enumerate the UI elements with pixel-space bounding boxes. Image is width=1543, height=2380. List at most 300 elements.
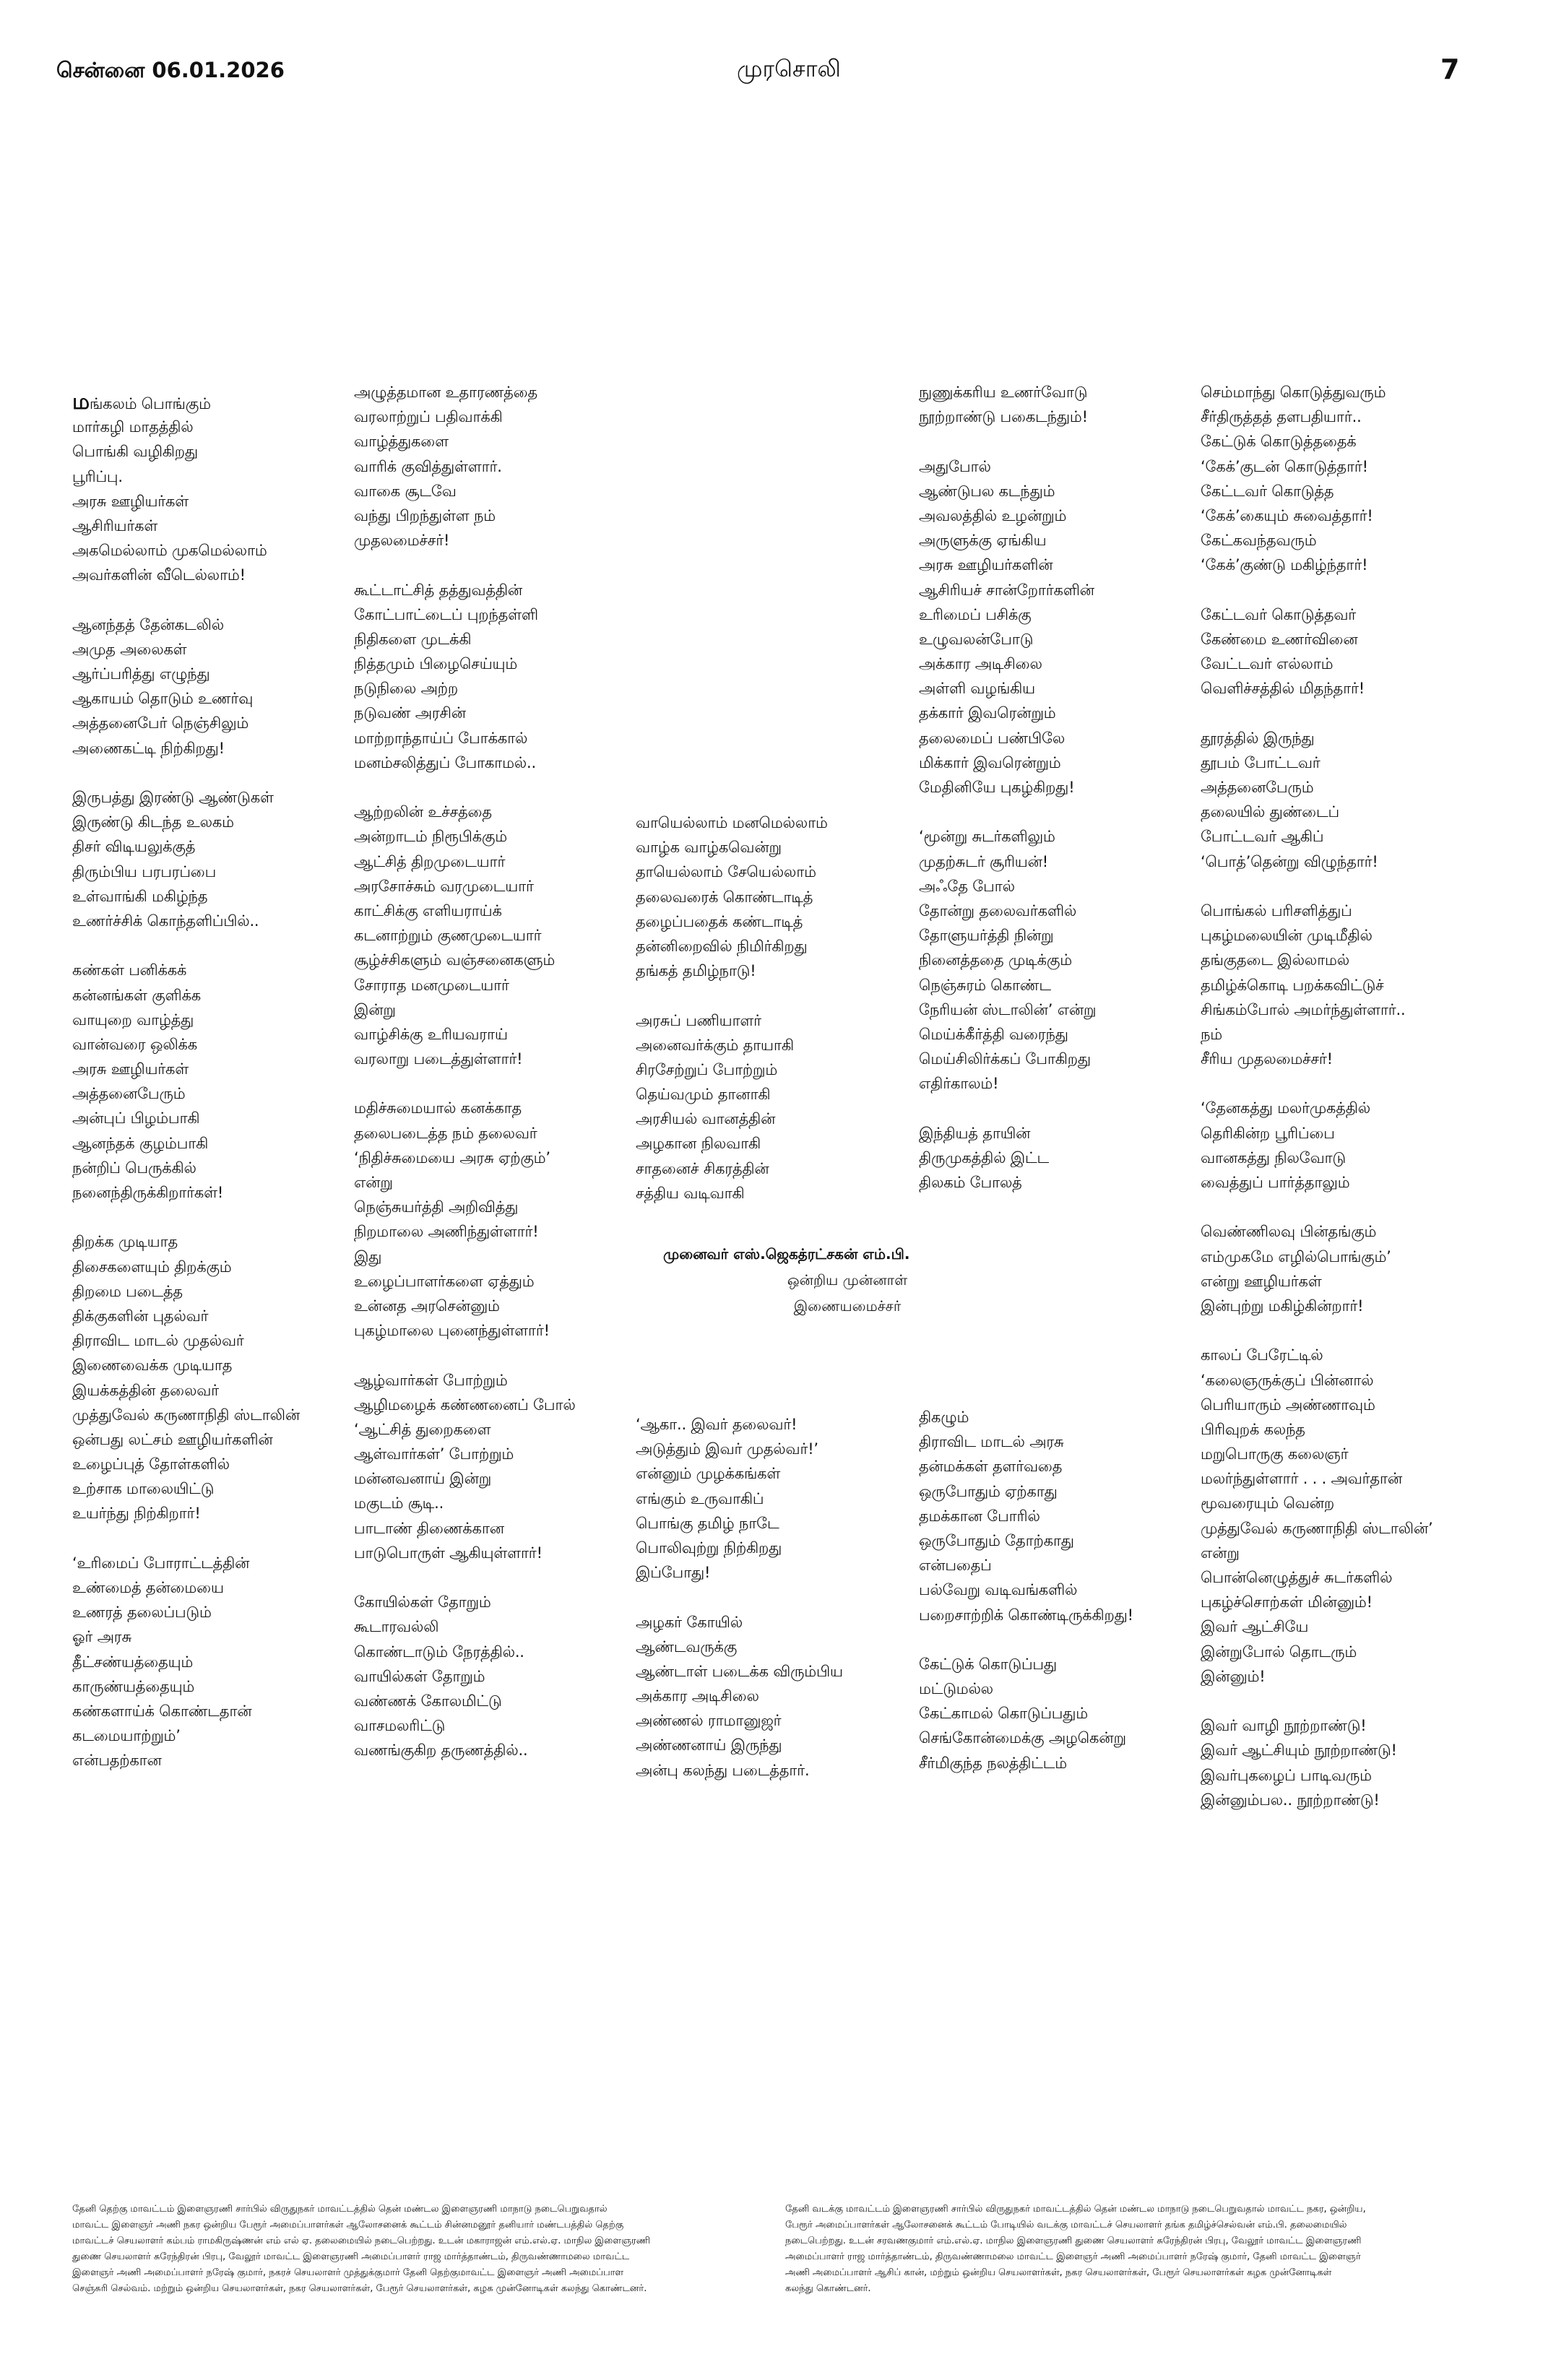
poem-line-text: அஃதே போல்: [919, 877, 1015, 895]
poem-line: [354, 1121, 643, 1146]
poem-line-text: சோராத மனமுடையார்: [354, 976, 509, 994]
poem-line: [1201, 479, 1490, 503]
poem-line: [354, 1541, 643, 1565]
poem-line: [1201, 1788, 1490, 1812]
poem-line-text: நித்தமும் பிழைசெய்யும்: [354, 655, 518, 673]
poem-line: [354, 1614, 643, 1639]
stanza-gap: [636, 983, 925, 1008]
poem-line-text: சாதனைச் சிகரத்தின்: [636, 1159, 769, 1177]
poem-line: [636, 1057, 925, 1082]
poem-line: [72, 415, 361, 439]
poem-line-text: கண்கள் பனிக்கக்: [72, 961, 187, 979]
poem-line-text: என்று: [1201, 1544, 1240, 1562]
poem-line-text: பூரிப்பு.: [72, 467, 123, 485]
poem-line: [354, 1713, 643, 1738]
poem-line: [919, 1751, 1208, 1775]
poem-line: [919, 824, 1208, 849]
poem-line: [636, 1733, 925, 1757]
poem-line: [919, 998, 1208, 1022]
poem-line-text: ஆசிரியர்கள்: [72, 516, 158, 535]
poem-line-text: பொங்கி வழிகிறது: [72, 443, 198, 461]
poem-line-text: இன்னும்பல.. நூற்றாண்டு!: [1201, 1791, 1380, 1809]
poem-line: [354, 1640, 643, 1664]
poem-column-3: [636, 810, 925, 1206]
poem-line-text: மார்கழி மாதத்தில்: [72, 418, 194, 436]
poem-line-text: பொங்கு தமிழ் நாடே: [636, 1514, 779, 1532]
poem-line: [1201, 800, 1490, 824]
poem-line-text: மெய்சிலிர்க்கப் போகிறது: [919, 1050, 1091, 1068]
poem-line: [354, 1096, 643, 1120]
poem-line-text: அரசுப் பணியாளர்: [636, 1011, 761, 1029]
poem-line-text: கடனாற்றும் குணமுடையார்: [354, 927, 542, 945]
poem-line-text: புகழ்மலையின் முடிமீதில்: [1201, 927, 1373, 945]
poem-line-text: திருமுகத்தில் இட்ட: [919, 1148, 1050, 1167]
poem-line-text: காலப் பேரேட்டில்: [1201, 1346, 1323, 1364]
poem-line: [636, 1412, 925, 1437]
poem-line: [72, 1476, 361, 1501]
poem-line: [354, 1047, 643, 1071]
poem-line-text: இவர் ஆட்சியும் நூற்றாண்டு!: [1201, 1741, 1397, 1760]
poem-line: [636, 1560, 925, 1585]
poem-line: [1201, 948, 1490, 972]
poem-line: [72, 1723, 361, 1748]
poem-line: [919, 479, 1208, 503]
poem-line: [919, 701, 1208, 725]
poem-line: [636, 810, 925, 835]
poem-line: [354, 1245, 643, 1269]
poem-line: [919, 1701, 1208, 1726]
poem-line: [1201, 1491, 1490, 1515]
poem-line-text: ஆண்டுபல கடந்தும்: [919, 482, 1055, 500]
poem-line: [636, 1758, 925, 1783]
poem-line: [72, 662, 361, 686]
poem-line-text: கொண்டாடும் நேரத்தில்..: [354, 1643, 524, 1661]
poem-line-text: வாழ்க வாழ்கவென்று: [636, 839, 782, 857]
poem-line: [1201, 380, 1490, 404]
poem-line: [636, 909, 925, 934]
poem-line-text: நுணுக்கரிய உணர்வோடு: [919, 384, 1088, 401]
caption-line: அமைப்பாளர் ராஜ மார்த்தாண்டம், திருவண்ணாமலை மாவட்ட இளைஞர் அணி அமைப்பாளர் நரேஷ் குமார், தேனி மாவட்ட இளைஞர்: [785, 2251, 1361, 2262]
poem-line: [72, 1279, 361, 1304]
poem-line-text: அத்தனைபேர் நெஞ்சிலும்: [72, 714, 249, 732]
poem-line: [72, 1255, 361, 1279]
poem-line-text: வாயெல்லாம் மனமெல்லாம்: [636, 814, 828, 831]
photo-caption-right: [785, 2202, 1366, 2297]
poem-line-text: உற்சாக மாலையிட்டு: [72, 1480, 215, 1498]
poem-line: [1201, 1146, 1490, 1170]
poem-line: [72, 1353, 361, 1377]
poem-line-text: சத்திய வடிவாகி: [636, 1184, 745, 1202]
poem-line-text: இது: [354, 1247, 382, 1265]
poem-line: [1201, 1664, 1490, 1689]
poem-line: [919, 528, 1208, 553]
poem-line-text: வாயில்கள் தோறும்: [354, 1667, 485, 1685]
poem-line-text: ‘உரிமைப் போராட்டத்தின்: [72, 1554, 250, 1572]
poem-line-text: முத்துவேல் கருணாநிதி ஸ்டாலின்: [72, 1406, 300, 1424]
poem-line: [354, 1417, 643, 1442]
poem-line: [1201, 454, 1490, 479]
poem-line-text: இருபத்து இரண்டு ஆண்டுகள்: [72, 789, 274, 806]
poem-line: [1201, 1614, 1490, 1639]
poem-line-text: திசர் விடியலுக்குத்: [72, 838, 196, 856]
poem-line-text: புகழ்மாலை புனைந்துள்ளார்!: [354, 1322, 550, 1340]
stanza-gap: [1201, 701, 1490, 725]
poem-line: [72, 1427, 361, 1452]
poem-line: [919, 948, 1208, 972]
poem-line-text: காருண்யத்தையும்: [72, 1677, 195, 1695]
poem-line-text: ஓர் அரசு: [72, 1628, 131, 1646]
poem-line: [1201, 750, 1490, 775]
poem-line: [1201, 923, 1490, 948]
poem-line-text: அரசு ஊழியர்கள்: [72, 492, 189, 510]
poem-line-text: நம்: [1201, 1025, 1222, 1043]
poem-line-text: அவலத்தில் உழன்றும்: [919, 506, 1067, 524]
poem-line: [636, 1511, 925, 1536]
poem-line-text: முதற்சுடர் சூரியன்!: [919, 852, 1048, 870]
poem-line: [919, 627, 1208, 652]
poem-line-text: தீட்சண்யத்தையும்: [72, 1653, 194, 1671]
poem-line: [1201, 998, 1490, 1022]
drop-cap: ம: [72, 389, 90, 415]
stanza-gap: [354, 1565, 643, 1590]
photo-caption-left: [72, 2202, 650, 2297]
poem-line-text: அள்ளி வழங்கிய: [919, 680, 1035, 698]
poem-line-text: மறுபொருகு கலைஞர்: [1201, 1445, 1349, 1463]
author-role-2: இணையமைச்சர்: [793, 1297, 902, 1315]
poem-line-text: ஆனந்தக் குழம்பாகி: [72, 1134, 209, 1152]
poem-line-text: ஆண்டாள் படைக்க விரும்பிய: [636, 1662, 843, 1680]
poem-line-text: கூடாரவல்லி: [354, 1618, 439, 1636]
poem-line: [919, 1603, 1208, 1627]
poem-line: [1201, 775, 1490, 800]
poem-line-text: நெஞ்சுரம் கொண்ட: [919, 976, 1051, 994]
poem-line-text: நெஞ்சுயர்த்தி அறிவித்து: [354, 1198, 519, 1216]
poem-line: [636, 1708, 925, 1733]
poem-line-text: இருண்டு கிடந்த உலகம்: [72, 813, 234, 831]
poem-column-2: [354, 380, 643, 1763]
poem-line: [919, 1146, 1208, 1170]
poem-line: [72, 860, 361, 884]
poem-line: [636, 1659, 925, 1684]
poem-line-text: என்பதைப்: [919, 1557, 992, 1575]
poem-line-text: மெய்க்கீர்த்தி வரைந்து: [919, 1025, 1068, 1043]
stanza-gap: [919, 1627, 1208, 1652]
poem-line-text: கேட்டவர் கொடுத்த: [1201, 482, 1334, 500]
poem-line: [636, 1181, 925, 1206]
poem-line-text: அடுத்தும் இவர் முதல்வர்!’: [636, 1440, 818, 1458]
poem-line-text: திகழும்: [919, 1408, 969, 1426]
poem-line-text: திரும்பிய பரபரப்பை: [72, 862, 217, 880]
poem-line-text: திறக்க முடியாத: [72, 1233, 178, 1251]
poem-line-text: இயக்கத்தின் தலைவர்: [72, 1381, 219, 1399]
poem-line-text: மனம்சலித்துப் போகாமல்..: [354, 753, 536, 771]
poem-line: [354, 578, 643, 602]
poem-line: [72, 1106, 361, 1130]
poem-line-text: ஆனந்தத் தேன்கடலில்: [72, 615, 224, 633]
poem-line: [72, 1229, 361, 1254]
poem-line-text: உண்மைத் தன்மையை: [72, 1579, 224, 1596]
poem-line-text: அரசோச்சும் வரமுடையார்: [354, 877, 534, 895]
poem-line-text: கன்னங்கள் குளிக்க: [72, 986, 202, 1004]
poem-line: [636, 1684, 925, 1708]
poem-line: [72, 390, 361, 415]
poem-line: [1201, 404, 1490, 429]
poem-line-text: அன்புப் பிழம்பாகி: [72, 1109, 200, 1128]
poem-line: [354, 1219, 643, 1244]
poem-line: [354, 1269, 643, 1294]
poem-line: [1201, 824, 1490, 849]
poem-line-text: ‘நிதிச்சுமையை அரசு ஏற்கும்’: [354, 1148, 550, 1167]
poem-line: [72, 439, 361, 464]
stanza-gap: [72, 933, 361, 958]
poem-line-text: உன்னத அரசென்னும்: [354, 1297, 500, 1315]
poem-line-text: உழுவலன்போடு: [919, 630, 1034, 648]
poem-line-text: அத்தனைபேரும்: [72, 1085, 186, 1103]
poem-line: [354, 1466, 643, 1491]
poem-line: [1201, 849, 1490, 874]
poem-line-text: ‘ஆட்சித் துறைகளை: [354, 1420, 491, 1438]
poem-line-text: தலைவரைக் கொண்டாடித்: [636, 888, 813, 906]
poem-line: [354, 652, 643, 676]
poem-line-text: கேட்காமல் கொடுப்பதும்: [919, 1705, 1088, 1723]
poem-line: [72, 1156, 361, 1180]
poem-column-5: [919, 380, 1208, 1195]
poem-line-text: அழகான நிலவாகி: [636, 1135, 761, 1153]
stanza-gap: [1201, 1195, 1490, 1219]
poem-line: [1201, 553, 1490, 577]
poem-line: [72, 613, 361, 637]
poem-column-4: [636, 1412, 925, 1783]
poem-line: [354, 1516, 643, 1541]
poem-line: [72, 514, 361, 538]
poem-line: [919, 1479, 1208, 1504]
poem-line: [354, 479, 643, 503]
poem-line-text: நினைத்ததை முடிக்கும்: [919, 951, 1072, 969]
poem-line: [919, 404, 1208, 429]
poem-line: [1201, 1590, 1490, 1614]
stanza-gap: [1201, 1071, 1490, 1096]
poem-line-text: எம்முகமே எழில்பொங்கும்’: [1201, 1247, 1391, 1265]
poem-line-text: அதுபோல்: [919, 457, 991, 475]
poem-line: [354, 380, 643, 404]
poem-line-text: தமிழ்க்கொடி பறக்கவிட்டுச்: [1201, 976, 1384, 994]
poem-line: [919, 652, 1208, 676]
poem-line-text: உணரத் தலைப்படும்: [72, 1604, 212, 1622]
stanza-gap: [72, 761, 361, 785]
poem-line: [1201, 676, 1490, 701]
poem-line: [636, 934, 925, 959]
poem-line-text: ஆர்ப்பரித்து எழுந்து: [72, 665, 210, 683]
poem-line-text: தழைப்பதைக் கண்டாடித்: [636, 912, 803, 930]
poem-line: [919, 676, 1208, 701]
poem-line-text: தங்குதடை இல்லாமல்: [1201, 951, 1349, 969]
stanza-gap: [1201, 874, 1490, 899]
poem-line-text: வரலாறு படைத்துள்ளார்!: [354, 1050, 523, 1068]
poem-line: [1201, 627, 1490, 652]
poem-line: [72, 538, 361, 563]
poem-line: [1201, 1516, 1490, 1541]
stanza-gap: [72, 1205, 361, 1229]
poem-line-text: வாகை சூடவே: [354, 482, 457, 500]
poem-line: [72, 958, 361, 982]
poem-line-text: அக்கார அடிசிலை: [919, 655, 1042, 673]
poem-line: [72, 1699, 361, 1723]
poem-line: [919, 973, 1208, 998]
poem-line-text: எங்கும் உருவாகிப்: [636, 1489, 764, 1507]
poem-line-text: ‘பொத்’தென்று விழுந்தார்!: [1201, 852, 1378, 870]
stanza-gap: [72, 588, 361, 613]
poem-line: [354, 998, 643, 1022]
stanza-gap: [919, 800, 1208, 824]
stanza-gap: [354, 1343, 643, 1367]
poem-line: [72, 1032, 361, 1057]
caption-line: தேனி வடக்கு மாவட்டம் இளைஞரணி சார்பில் விருதுநகர் மாவட்டத்தில் தென் மண்டல மாநாடு நடைபெறுவதால் மாவட்ட நகர, ஒன்றிய,: [785, 2204, 1366, 2215]
poem-line: [919, 1022, 1208, 1047]
poem-line: [919, 1429, 1208, 1454]
poem-line-text: ‘தேனகத்து மலர்முகத்தில்: [1201, 1099, 1370, 1117]
stanza-gap: [919, 1096, 1208, 1120]
page-number: 7: [1440, 53, 1460, 85]
poem-line: [636, 1008, 925, 1033]
caption-line: பேரூர் அமைப்பாளர்கள் ஆலோசனைக் கூட்டம் போடியில் வடக்கு மாவட்டச் செயலாளர் தங்க தமிழ்ச்செல்வன் எம்.பி. தலைமையில்: [785, 2220, 1347, 2230]
poem-line-text: உயர்ந்து நிற்கிறார்!: [72, 1505, 201, 1523]
poem-line-text: அழகர் கோயில்: [636, 1613, 743, 1631]
caption-line: இளைஞர் அணி அமைப்பாளர் நரேஷ் குமார், நகரச் செயலாளர் முத்துக்குமார் தேனி தெற்குமாவட்ட இளைஞர் அணி அமைப்பாள: [72, 2267, 624, 2278]
poem-line-text: நிதிகளை முடக்கி: [354, 630, 472, 648]
poem-line-text: தமக்கான போரில்: [919, 1507, 1040, 1525]
poem-line-text: கோயில்கள் தோறும்: [354, 1593, 491, 1611]
poem-line-text: சீர்மிகுந்த நலத்திட்டம்: [919, 1754, 1067, 1772]
caption-line: செஞ்சுரி செல்வம். மற்றும் ஒன்றிய செயலாளர்கள், நகர செயலாளர்கள், பேரூர் செயலாளர்கள், கழக முன்னோடிகள் கலந்து கொண்டனர்.: [72, 2283, 647, 2294]
poem-line: [354, 1664, 643, 1689]
poem-line: [1201, 1466, 1490, 1491]
poem-line: [1201, 1738, 1490, 1762]
poem-line-text: திலகம் போலத்: [919, 1174, 1022, 1191]
poem-line: [354, 849, 643, 874]
poem-line: [72, 1008, 361, 1032]
poem-line: [354, 1368, 643, 1393]
poem-line: [72, 1624, 361, 1649]
poem-line: [1201, 503, 1490, 528]
poem-line: [354, 1170, 643, 1195]
poem-line: [1201, 1170, 1490, 1195]
poem-line: [636, 1082, 925, 1107]
poem-line-text: தன்மக்கள் தளர்வதை: [919, 1458, 1063, 1476]
poem-line: [1201, 652, 1490, 676]
stanza-gap: [919, 429, 1208, 454]
poem-line: [1201, 1343, 1490, 1367]
poem-line-text: இவர் வாழி நூற்றாண்டு!: [1201, 1717, 1367, 1735]
poem-line-text: திசைகளையும் திறக்கும்: [72, 1258, 232, 1276]
caption-line: தேனி தெற்கு மாவட்டம் இளைஞரணி சார்பில் விருதுநகர் மாவட்டத்தில் தென் மண்டல இளைஞரணி மாநாடு நடைபெறுவதால்: [72, 2204, 608, 2215]
poem-line-text: இவர்புகழைப் பாடிவரும்: [1201, 1766, 1372, 1784]
poem-line: [72, 810, 361, 834]
poem-line: [1201, 726, 1490, 750]
poem-line-text: வாரிக் குவித்துள்ளார்.: [354, 457, 502, 475]
poem-line: [919, 874, 1208, 899]
poem-line-text: வாசமலரிட்டு: [354, 1717, 446, 1735]
poem-line-text: ஆட்சித் திறமுடையார்: [354, 852, 506, 870]
poem-line-text: உழைப்பாளர்களை ஏத்தும்: [354, 1272, 535, 1290]
poem-line: [1201, 1417, 1490, 1442]
poem-line: [1201, 1763, 1490, 1788]
poem-line: [354, 899, 643, 923]
poem-line: [919, 1047, 1208, 1071]
poem-line: [72, 1551, 361, 1575]
poem-line: [636, 1536, 925, 1560]
poem-line: [919, 726, 1208, 750]
poem-line-text: ஆழ்வார்கள் போற்றும்: [354, 1371, 508, 1389]
caption-line: துணை செயலாளர் சுரேந்திரன் பிரபு, வேலூர் மாவட்ட இளைஞரணி அமைப்பாளர் ராஜ மார்த்தாண்டம், திருவண்ணாமலை மாவட்ட: [72, 2251, 630, 2262]
poem-line-text: செங்கோன்மைக்கு அழகென்று: [919, 1729, 1126, 1747]
poem-line-text: வந்து பிறந்துள்ள நம்: [354, 506, 496, 524]
poem-line-text: வானகத்து நிலவோடு: [1201, 1148, 1346, 1167]
poem-line: [354, 627, 643, 652]
poem-line: [919, 1121, 1208, 1146]
poem-line: [1201, 1442, 1490, 1466]
poem-line: [354, 750, 643, 775]
poem-line-text: அரசு ஊழியர்களின்: [919, 556, 1053, 574]
poem-line: [919, 1454, 1208, 1479]
poem-line-text: அத்தனைபேரும்: [1201, 779, 1314, 796]
poem-line: [354, 1590, 643, 1614]
poem-line-text: அண்ணல் ராமானுஜர்: [636, 1712, 782, 1730]
poem-line-text: தூரத்தில் இருந்து: [1201, 729, 1315, 747]
poem-line-text: வண்ணக் கோலமிட்டு: [354, 1692, 502, 1710]
poem-line-text: முத்துவேல் கருணாநிதி ஸ்டாலின்’: [1201, 1519, 1433, 1537]
poem-line: [354, 701, 643, 725]
poem-line: [1201, 602, 1490, 627]
poem-line-text: கேட்டுக் கொடுத்ததைக்: [1201, 433, 1357, 451]
poem-line-text: ‘ஆகா.. இவர் தலைவர்!: [636, 1416, 798, 1433]
poem-line: [354, 1491, 643, 1515]
poem-line-text: நேரியன் ஸ்டாலின்’ என்று: [919, 1000, 1097, 1018]
city-date: சென்னை 06.01.2026: [56, 58, 285, 82]
poem-line: [72, 1575, 361, 1600]
poem-line-text: முதலமைச்சர்!: [354, 532, 450, 550]
poem-line-text: அரசியல் வானத்தின்: [636, 1110, 776, 1128]
poem-line-text: இன்று: [354, 1000, 396, 1018]
poem-line-text: நடுவண் அரசின்: [354, 704, 466, 722]
poem-line-text: என்று ஊழியர்கள்: [1201, 1272, 1322, 1290]
poem-line-text: மதிச்சுமையால் கனக்காத: [354, 1099, 522, 1117]
poem-line-text: என்பதற்கான: [72, 1752, 162, 1770]
poem-line-text: தோளுயர்த்தி நின்று: [919, 927, 1054, 945]
poem-line: [636, 885, 925, 909]
poem-line: [636, 1610, 925, 1635]
author-role-1: ஒன்றிய முன்னாள்: [787, 1271, 908, 1289]
poem-line-text: ஆகாயம் தொடும் உணர்வு: [72, 690, 254, 708]
poem-line-text: ஒருபோதும் ஏற்காது: [919, 1482, 1058, 1500]
poem-line: [354, 923, 643, 948]
stanza-gap: [1201, 1689, 1490, 1713]
poem-line-text: நூற்றாண்டு பகைடந்தும்!: [919, 408, 1088, 426]
poem-line-text: தலைமைப் பண்பிலே: [919, 729, 1066, 747]
poem-line: [919, 849, 1208, 874]
poem-line-text: தங்கத் தமிழ்நாடு!: [636, 962, 756, 980]
poem-line: [919, 602, 1208, 627]
poem-line-text: வெளிச்சத்தில் மிதந்தார்!: [1201, 680, 1365, 698]
poem-line-text: பொலிவுற்று நிற்கிறது: [636, 1539, 782, 1557]
poem-line-text: ஆசிரியச் சான்றோர்களின்: [919, 581, 1094, 599]
poem-line: [1201, 1245, 1490, 1269]
poem-column-1: [72, 390, 361, 1773]
poem-line-text: வாயுறை வாழ்த்து: [72, 1011, 194, 1029]
poem-line: [636, 1107, 925, 1131]
poem-line-text: மன்னவனாய் இன்று: [354, 1470, 492, 1488]
poem-line: [354, 726, 643, 750]
stanza-gap: [354, 553, 643, 577]
